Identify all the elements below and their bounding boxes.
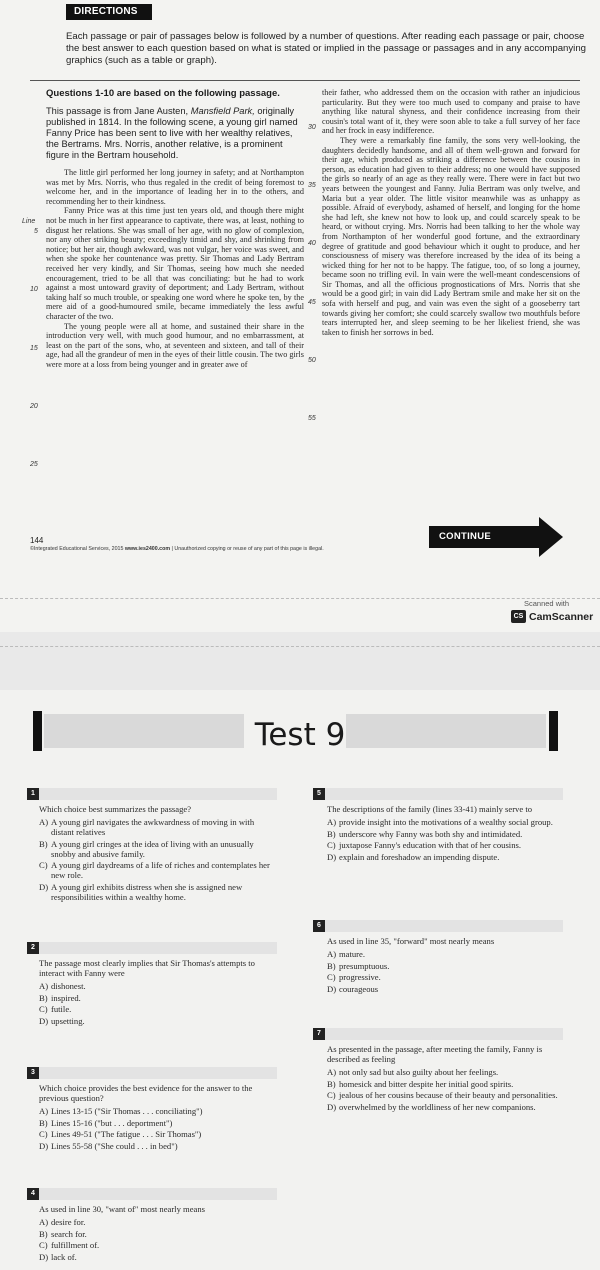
answer-option-a[interactable]: A) A young girl navigates the awkwardness of moving in with distant relatives (39, 817, 255, 837)
passage-page (0, 0, 600, 632)
question-7 (313, 1028, 563, 1113)
title-band-right (346, 714, 546, 748)
answer-option-a[interactable]: A) provide insight into the motivations of a wealthy social group. (327, 817, 553, 827)
answer-option-c[interactable]: C) Lines 49-51 ("The fatigue . . . Sir Thomas") (39, 1129, 202, 1139)
website-link: www.ies2400.com (124, 546, 171, 552)
book-title: Mansfield Park, (190, 106, 255, 116)
answer-option-a[interactable]: A) not only sad but also guilty about her feelings. (327, 1067, 499, 1077)
question-stem: As used in line 30, "want of" most nearly means (39, 1204, 205, 1214)
camscanner-name: CamScanner (529, 610, 594, 623)
scanned-with-text: Scanned with (524, 599, 570, 608)
answer-option-d[interactable]: D) A young girl exhibits distress when she is assigned new responsibilities within a wealthy home. (39, 881, 243, 902)
answer-option-d[interactable]: D) Lines 55-58 ("She could . . . in bed") (39, 1140, 178, 1151)
directions-badge: DIRECTIONS (66, 4, 152, 20)
copyright-notice: ©Integrated Educational Services, 2015 www.ies2400.com | Unauthorized copying or reuse of any part of this page is illegal. (30, 546, 324, 552)
answer-option-b[interactable]: B) search for. (39, 1228, 87, 1239)
line-number: 30 (308, 124, 316, 131)
passage-right-column (322, 88, 580, 337)
page-gap-divider (0, 646, 600, 647)
answer-option-c[interactable]: C) juxtapose Fanny's education with that of her cousins. (327, 840, 521, 850)
line-number: 45 (308, 299, 316, 306)
question-number: 7 (313, 1028, 325, 1040)
answer-option-b[interactable]: B) underscore why Fanny was both shy and intimidated. (327, 828, 523, 839)
passage-left-column (46, 88, 304, 369)
line-number: 5 (34, 228, 38, 235)
directions-text: Each passage or pair of passages below is followed by a number of questions. After reading each passage or pair, choose the best answer to each question based on what is stated or implied in the passage or passages and in any accompanying graphics (such as a table or graph). (66, 31, 586, 66)
answer-option-d[interactable]: D) upsetting. (39, 1015, 85, 1026)
question-number: 6 (313, 920, 325, 932)
line-label: Line (22, 218, 36, 225)
line-number: 10 (30, 286, 38, 293)
page-number: 144 (30, 536, 44, 545)
title-bar-left (33, 711, 42, 751)
line-number: 20 (30, 403, 38, 410)
camscanner-logo-icon: CS (511, 610, 526, 623)
line-number: 35 (308, 182, 316, 189)
question-number: 4 (27, 1188, 39, 1200)
questions-intro: Questions 1-10 are based on the following passage. (46, 88, 280, 99)
answer-option-b[interactable]: B) presumptuous. (327, 960, 390, 971)
passage-paragraph: Fanny Price was at this time just ten years old, and though there might not be much in her first appearance to captivate, there was, at least, nothing to disgust her relations. She was small of her age, with no glow of complexion, nor any other striking beauty; exceedingly timid and shy, and shrinking from notice; but her air, though awkward, was not vulgar, her voice was sweet, and when she spoke her countenance was pretty. Sir Thomas and Lady Bertram received her very kindly, and Sir Thomas, seeing how much she needed encouragement, tried to be all that was conciliating: but he had to work against a most untoward gravity of deportment; and Lady Bertram, without taking half so much trouble, or speaking one word where he spoke ten, by the mere aid of a good-humoured smile, became immediately the less awful character of the two. (46, 206, 304, 321)
question-header (27, 1188, 277, 1200)
question-header (27, 1067, 277, 1079)
question-5 (313, 788, 563, 863)
line-number: 25 (30, 461, 38, 468)
answer-option-d[interactable]: D) explain and foreshadow an impending dispute. (327, 851, 500, 862)
answer-option-c[interactable]: C) A young girl daydreams of a life of riches and contemplates her new role. (39, 860, 270, 880)
answer-option-b[interactable]: B) Lines 15-16 ("but . . . deportment") (39, 1117, 173, 1128)
title-band-left (44, 714, 244, 748)
question-number: 1 (27, 788, 39, 800)
question-header (313, 788, 563, 800)
question-stem: As used in line 35, "forward" most nearly means (327, 936, 495, 946)
question-stem: The descriptions of the family (lines 33-41) mainly serve to (327, 804, 533, 814)
answer-option-b[interactable]: B) homesick and bitter despite her initial good spirits. (327, 1078, 514, 1089)
passage-paragraph: The young people were all at home, and sustained their share in the introduction very well, with much good humour, and no embarrassment, at least on the part of the sons, who, at seventeen and sixteen, and tall of their age, had all the grandeur of men in the eyes of their little cousin. The two girls were more at a loss from being younger and in greater awe of (46, 321, 304, 369)
question-2 (27, 942, 277, 1027)
answer-option-b[interactable]: B) A young girl cringes at the idea of living with an unusually snobby and abusive family. (39, 838, 254, 859)
line-number: 55 (308, 415, 316, 422)
question-header (27, 788, 277, 800)
question-number: 5 (313, 788, 325, 800)
answer-option-a[interactable]: A) dishonest. (39, 981, 86, 991)
answer-option-d[interactable]: D) lack of. (39, 1251, 77, 1262)
question-4 (27, 1188, 277, 1263)
line-number: 15 (30, 345, 38, 352)
answer-option-a[interactable]: A) Lines 13-15 ("Sir Thomas . . . conciliating") (39, 1106, 203, 1116)
arrow-right-icon (539, 517, 563, 557)
passage-paragraph: They were a remarkably fine family, the sons very well-looking, the daughters decidedly handsome, and all of them well-grown and forward for their age, which produced as striking a difference between the cousins in person, as education had given to their address; no one would have supposed the girls so nearly of an age as they really were. There were in fact but two years between the youngest and Fanny. Julia Bertram was only twelve, and Maria but a year older. The little visitor meanwhile was as unhappy as possible. Afraid of everybody, ashamed of herself, and longing for the home she had left, she knew not how to look up, and could scarcely speak to be heard, or without crying. Mrs. Norris had been talking to her the whole way from Northampton of her wonderful good fortune, and the extraordinary degree of gratitude and good behaviour which it ought to produce, and her consciousness of misery was therefore increased by the idea of its being a wicked thing for her not to be happy. The fatigue, too, of so long a journey, became soon no trifling evil. In vain were the well-meant condescensions of Sir Thomas, and all the officious prognostications of Mrs. Norris that she would be a good girl; in vain did Lady Bertram smile and make her sit on the sofa with herself and pug, and vain was even the sight of a gooseberry tart towards giving her comfort; she could scarcely swallow two mouthfuls before tears interrupted her, and sleep seeming to be her likeliest friend, she was taken to finish her sorrows in bed. (322, 135, 580, 337)
answer-option-b[interactable]: B) inspired. (39, 992, 81, 1003)
line-number: 50 (308, 357, 316, 364)
line-number: 40 (308, 240, 316, 247)
passage-source: This passage is from Jane Austen, Mansfield Park, originally published in 1814. In the following scene, a young girl named Fanny Price has been sent to live with her wealthy relatives, the Bertrams. Mrs. Norris, another relative, is a prominent figure in the Bertram household. (46, 106, 298, 160)
question-6 (313, 920, 563, 995)
question-number: 2 (27, 942, 39, 954)
divider (30, 80, 580, 81)
passage-paragraph: The little girl performed her long journey in safety; and at Northampton was met by Mrs. Norris, who thus regaled in the credit of being foremost to welcome her, and in the importance of leading her in to the others, and recommending her to their kindness. (46, 168, 304, 206)
answer-option-a[interactable]: A) desire for. (39, 1217, 86, 1227)
question-stem: Which choice best summarizes the passage? (39, 804, 192, 814)
answer-option-c[interactable]: C) jealous of her cousins because of their beauty and personalities. (327, 1090, 558, 1100)
answer-option-a[interactable]: A) mature. (327, 949, 366, 959)
continue-label: CONTINUE (439, 531, 492, 542)
questions-page (0, 690, 600, 1270)
question-header (313, 920, 563, 932)
question-stem: As presented in the passage, after meeting the family, Fanny is described as feeling (327, 1044, 543, 1064)
question-stem: The passage most clearly implies that Sir Thomas's attempts to interact with Fanny were (39, 958, 255, 978)
answer-option-c[interactable]: C) futile. (39, 1004, 72, 1014)
answer-option-c[interactable]: C) fulfillment of. (39, 1240, 100, 1250)
question-header (313, 1028, 563, 1040)
answer-option-d[interactable]: D) overwhelmed by the worldliness of her new companions. (327, 1101, 536, 1112)
camscanner-watermark (511, 610, 593, 623)
test-title: Test 9 (254, 717, 346, 753)
page-edge-divider (0, 598, 600, 599)
question-number: 3 (27, 1067, 39, 1079)
question-stem: Which choice provides the best evidence for the answer to the previous question? (39, 1083, 253, 1103)
answer-option-c[interactable]: C) progressive. (327, 972, 381, 982)
passage-text-right (322, 88, 580, 337)
question-1 (27, 788, 277, 903)
answer-option-d[interactable]: D) courageous (327, 983, 379, 994)
title-bar-right (549, 711, 558, 751)
question-3 (27, 1067, 277, 1152)
passage-paragraph: their father, who addressed them on the occasion with rather an injudicious particularity. But they were too much used to company and praise to have anything like natural shyness, and their confidence increasing from their cousin's total want of it, they were soon able to take a full survey of her face and her frock in easy indifference. (322, 88, 580, 136)
question-header (27, 942, 277, 954)
passage-text-left (46, 168, 304, 369)
